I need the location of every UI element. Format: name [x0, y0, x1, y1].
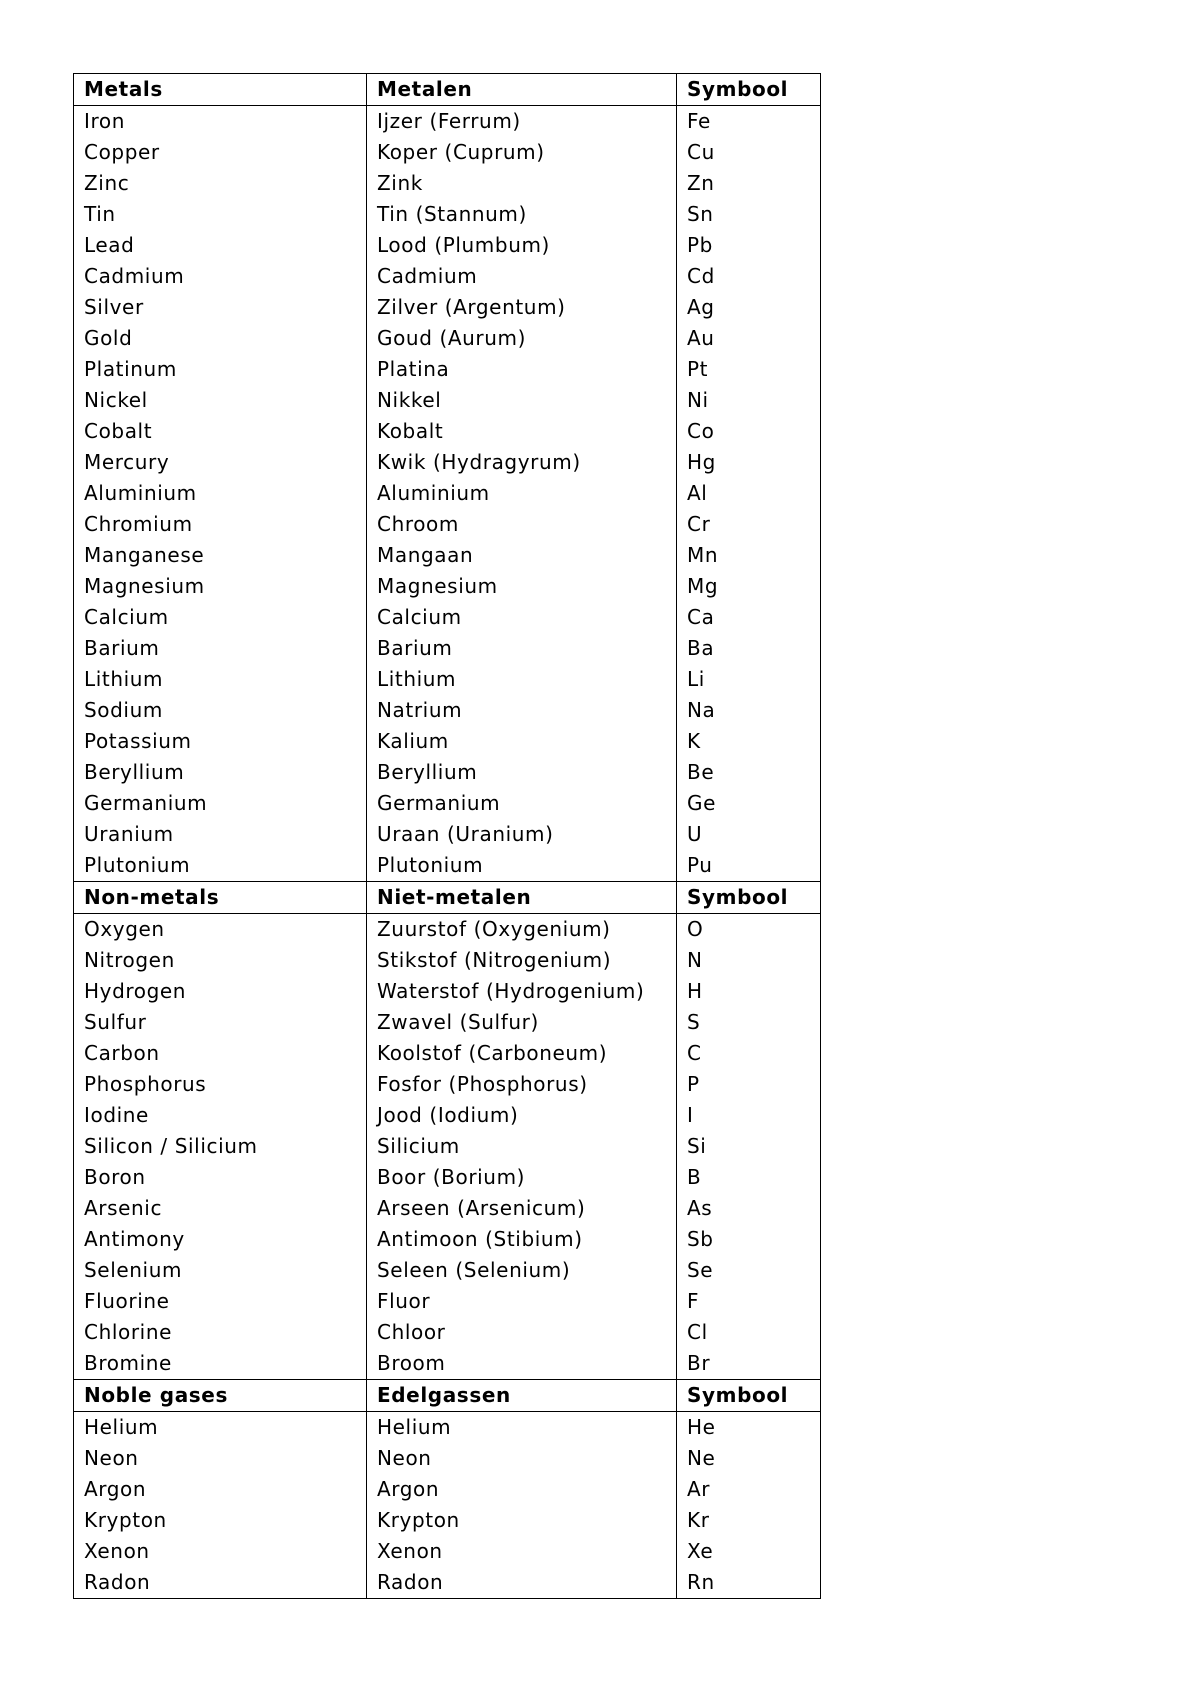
- cell-symbol: U: [677, 819, 821, 850]
- cell-symbol: Pt: [677, 354, 821, 385]
- cell-symbol: Rn: [677, 1567, 821, 1599]
- cell-english-name: Copper: [74, 137, 367, 168]
- cell-english-name: Chromium: [74, 509, 367, 540]
- table-row: [74, 292, 821, 323]
- header-symbol: Symbool: [677, 74, 821, 106]
- cell-symbol: Au: [677, 323, 821, 354]
- header-english: Metals: [74, 74, 367, 106]
- cell-english-name: Iodine: [74, 1100, 367, 1131]
- cell-dutch-name: Aluminium: [367, 478, 677, 509]
- table-row: [74, 664, 821, 695]
- table-row: [74, 137, 821, 168]
- cell-dutch-name: Zink: [367, 168, 677, 199]
- table-row: [74, 1505, 821, 1536]
- cell-dutch-name: Silicium: [367, 1131, 677, 1162]
- cell-symbol: Cd: [677, 261, 821, 292]
- cell-dutch-name: Chroom: [367, 509, 677, 540]
- table-row: [74, 478, 821, 509]
- cell-symbol: P: [677, 1069, 821, 1100]
- section-header-noble-gases: [74, 1380, 821, 1412]
- cell-dutch-name: Zilver (Argentum): [367, 292, 677, 323]
- cell-english-name: Magnesium: [74, 571, 367, 602]
- cell-symbol: Sn: [677, 199, 821, 230]
- cell-symbol: As: [677, 1193, 821, 1224]
- table-row: [74, 602, 821, 633]
- elements-table: [73, 73, 821, 1599]
- cell-symbol: He: [677, 1412, 821, 1444]
- cell-symbol: Mg: [677, 571, 821, 602]
- cell-english-name: Sodium: [74, 695, 367, 726]
- cell-english-name: Hydrogen: [74, 976, 367, 1007]
- cell-symbol: F: [677, 1286, 821, 1317]
- cell-english-name: Antimony: [74, 1224, 367, 1255]
- cell-symbol: Na: [677, 695, 821, 726]
- table-row: [74, 106, 821, 138]
- cell-dutch-name: Kalium: [367, 726, 677, 757]
- table-row: [74, 819, 821, 850]
- cell-dutch-name: Mangaan: [367, 540, 677, 571]
- header-symbol: Symbool: [677, 882, 821, 914]
- table-row: [74, 1038, 821, 1069]
- cell-english-name: Nitrogen: [74, 945, 367, 976]
- cell-symbol: S: [677, 1007, 821, 1038]
- cell-english-name: Fluorine: [74, 1286, 367, 1317]
- cell-symbol: N: [677, 945, 821, 976]
- cell-symbol: H: [677, 976, 821, 1007]
- cell-dutch-name: Arseen (Arsenicum): [367, 1193, 677, 1224]
- cell-symbol: Ni: [677, 385, 821, 416]
- table-row: [74, 571, 821, 602]
- cell-english-name: Zinc: [74, 168, 367, 199]
- table-row: [74, 914, 821, 946]
- section-header-non-metals: [74, 882, 821, 914]
- cell-symbol: Ca: [677, 602, 821, 633]
- cell-dutch-name: Fluor: [367, 1286, 677, 1317]
- cell-symbol: Kr: [677, 1505, 821, 1536]
- header-symbol: Symbool: [677, 1380, 821, 1412]
- cell-english-name: Nickel: [74, 385, 367, 416]
- header-dutch: Metalen: [367, 74, 677, 106]
- cell-english-name: Beryllium: [74, 757, 367, 788]
- cell-english-name: Potassium: [74, 726, 367, 757]
- cell-dutch-name: Nikkel: [367, 385, 677, 416]
- cell-symbol: Se: [677, 1255, 821, 1286]
- cell-english-name: Radon: [74, 1567, 367, 1599]
- header-english: Noble gases: [74, 1380, 367, 1412]
- cell-dutch-name: Magnesium: [367, 571, 677, 602]
- cell-english-name: Neon: [74, 1443, 367, 1474]
- table-row: [74, 261, 821, 292]
- cell-english-name: Oxygen: [74, 914, 367, 946]
- table-row: [74, 976, 821, 1007]
- cell-dutch-name: Kobalt: [367, 416, 677, 447]
- cell-english-name: Boron: [74, 1162, 367, 1193]
- cell-english-name: Germanium: [74, 788, 367, 819]
- header-dutch: Edelgassen: [367, 1380, 677, 1412]
- cell-dutch-name: Krypton: [367, 1505, 677, 1536]
- cell-dutch-name: Argon: [367, 1474, 677, 1505]
- cell-symbol: Mn: [677, 540, 821, 571]
- cell-symbol: Be: [677, 757, 821, 788]
- cell-symbol: Ag: [677, 292, 821, 323]
- cell-dutch-name: Stikstof (Nitrogenium): [367, 945, 677, 976]
- cell-symbol: Ge: [677, 788, 821, 819]
- table-row: [74, 1286, 821, 1317]
- table-row: [74, 1255, 821, 1286]
- table-row: [74, 1474, 821, 1505]
- cell-dutch-name: Zwavel (Sulfur): [367, 1007, 677, 1038]
- header-dutch: Niet-metalen: [367, 882, 677, 914]
- cell-english-name: Chlorine: [74, 1317, 367, 1348]
- cell-dutch-name: Fosfor (Phosphorus): [367, 1069, 677, 1100]
- section-header-metals: [74, 74, 821, 106]
- cell-symbol: Pb: [677, 230, 821, 261]
- cell-symbol: Cr: [677, 509, 821, 540]
- cell-symbol: Al: [677, 478, 821, 509]
- cell-dutch-name: Broom: [367, 1348, 677, 1380]
- cell-english-name: Gold: [74, 323, 367, 354]
- cell-dutch-name: Zuurstof (Oxygenium): [367, 914, 677, 946]
- cell-english-name: Bromine: [74, 1348, 367, 1380]
- table-row: [74, 1162, 821, 1193]
- cell-dutch-name: Plutonium: [367, 850, 677, 882]
- cell-symbol: Ba: [677, 633, 821, 664]
- cell-symbol: Br: [677, 1348, 821, 1380]
- table-row: [74, 945, 821, 976]
- cell-symbol: Fe: [677, 106, 821, 138]
- cell-dutch-name: Uraan (Uranium): [367, 819, 677, 850]
- cell-dutch-name: Calcium: [367, 602, 677, 633]
- cell-english-name: Silver: [74, 292, 367, 323]
- cell-english-name: Lead: [74, 230, 367, 261]
- cell-english-name: Argon: [74, 1474, 367, 1505]
- cell-dutch-name: Koper (Cuprum): [367, 137, 677, 168]
- table-row: [74, 1193, 821, 1224]
- cell-dutch-name: Radon: [367, 1567, 677, 1599]
- cell-english-name: Calcium: [74, 602, 367, 633]
- cell-dutch-name: Jood (Iodium): [367, 1100, 677, 1131]
- table-row: [74, 1007, 821, 1038]
- cell-dutch-name: Natrium: [367, 695, 677, 726]
- cell-english-name: Uranium: [74, 819, 367, 850]
- table-row: [74, 850, 821, 882]
- elements-table-body: [74, 74, 821, 1599]
- cell-dutch-name: Cadmium: [367, 261, 677, 292]
- cell-symbol: Ne: [677, 1443, 821, 1474]
- cell-symbol: Hg: [677, 447, 821, 478]
- cell-english-name: Tin: [74, 199, 367, 230]
- cell-dutch-name: Koolstof (Carboneum): [367, 1038, 677, 1069]
- cell-english-name: Phosphorus: [74, 1069, 367, 1100]
- table-row: [74, 1224, 821, 1255]
- cell-dutch-name: Xenon: [367, 1536, 677, 1567]
- cell-dutch-name: Tin (Stannum): [367, 199, 677, 230]
- header-english: Non-metals: [74, 882, 367, 914]
- table-row: [74, 1348, 821, 1380]
- table-row: [74, 757, 821, 788]
- cell-symbol: Cl: [677, 1317, 821, 1348]
- cell-symbol: O: [677, 914, 821, 946]
- cell-dutch-name: Ijzer (Ferrum): [367, 106, 677, 138]
- cell-dutch-name: Goud (Aurum): [367, 323, 677, 354]
- cell-dutch-name: Waterstof (Hydrogenium): [367, 976, 677, 1007]
- table-row: [74, 1069, 821, 1100]
- cell-dutch-name: Lood (Plumbum): [367, 230, 677, 261]
- table-row: [74, 1317, 821, 1348]
- cell-english-name: Mercury: [74, 447, 367, 478]
- table-row: [74, 540, 821, 571]
- cell-english-name: Iron: [74, 106, 367, 138]
- cell-symbol: K: [677, 726, 821, 757]
- cell-symbol: B: [677, 1162, 821, 1193]
- cell-symbol: Li: [677, 664, 821, 695]
- cell-english-name: Carbon: [74, 1038, 367, 1069]
- table-row: [74, 633, 821, 664]
- cell-dutch-name: Platina: [367, 354, 677, 385]
- cell-symbol: C: [677, 1038, 821, 1069]
- table-row: [74, 354, 821, 385]
- table-row: [74, 1412, 821, 1444]
- cell-dutch-name: Boor (Borium): [367, 1162, 677, 1193]
- cell-english-name: Helium: [74, 1412, 367, 1444]
- cell-symbol: Zn: [677, 168, 821, 199]
- cell-english-name: Krypton: [74, 1505, 367, 1536]
- cell-symbol: Ar: [677, 1474, 821, 1505]
- table-row: [74, 168, 821, 199]
- table-row: [74, 323, 821, 354]
- table-row: [74, 1131, 821, 1162]
- cell-symbol: Cu: [677, 137, 821, 168]
- table-row: [74, 1536, 821, 1567]
- cell-dutch-name: Antimoon (Stibium): [367, 1224, 677, 1255]
- cell-dutch-name: Beryllium: [367, 757, 677, 788]
- cell-symbol: Co: [677, 416, 821, 447]
- table-row: [74, 1567, 821, 1599]
- table-row: [74, 788, 821, 819]
- cell-dutch-name: Helium: [367, 1412, 677, 1444]
- cell-english-name: Selenium: [74, 1255, 367, 1286]
- cell-dutch-name: Neon: [367, 1443, 677, 1474]
- table-row: [74, 695, 821, 726]
- cell-symbol: Sb: [677, 1224, 821, 1255]
- cell-english-name: Silicon / Silicium: [74, 1131, 367, 1162]
- table-row: [74, 199, 821, 230]
- table-row: [74, 230, 821, 261]
- cell-dutch-name: Lithium: [367, 664, 677, 695]
- table-row: [74, 509, 821, 540]
- table-row: [74, 416, 821, 447]
- cell-symbol: Si: [677, 1131, 821, 1162]
- cell-dutch-name: Chloor: [367, 1317, 677, 1348]
- cell-dutch-name: Barium: [367, 633, 677, 664]
- cell-english-name: Platinum: [74, 354, 367, 385]
- cell-english-name: Manganese: [74, 540, 367, 571]
- cell-english-name: Aluminium: [74, 478, 367, 509]
- cell-english-name: Plutonium: [74, 850, 367, 882]
- table-row: [74, 726, 821, 757]
- table-row: [74, 1443, 821, 1474]
- cell-symbol: Xe: [677, 1536, 821, 1567]
- cell-english-name: Barium: [74, 633, 367, 664]
- cell-symbol: I: [677, 1100, 821, 1131]
- cell-english-name: Arsenic: [74, 1193, 367, 1224]
- cell-english-name: Xenon: [74, 1536, 367, 1567]
- table-row: [74, 1100, 821, 1131]
- cell-dutch-name: Germanium: [367, 788, 677, 819]
- cell-english-name: Cobalt: [74, 416, 367, 447]
- cell-english-name: Cadmium: [74, 261, 367, 292]
- table-row: [74, 385, 821, 416]
- cell-english-name: Lithium: [74, 664, 367, 695]
- cell-dutch-name: Seleen (Selenium): [367, 1255, 677, 1286]
- cell-symbol: Pu: [677, 850, 821, 882]
- table-row: [74, 447, 821, 478]
- cell-english-name: Sulfur: [74, 1007, 367, 1038]
- cell-dutch-name: Kwik (Hydragyrum): [367, 447, 677, 478]
